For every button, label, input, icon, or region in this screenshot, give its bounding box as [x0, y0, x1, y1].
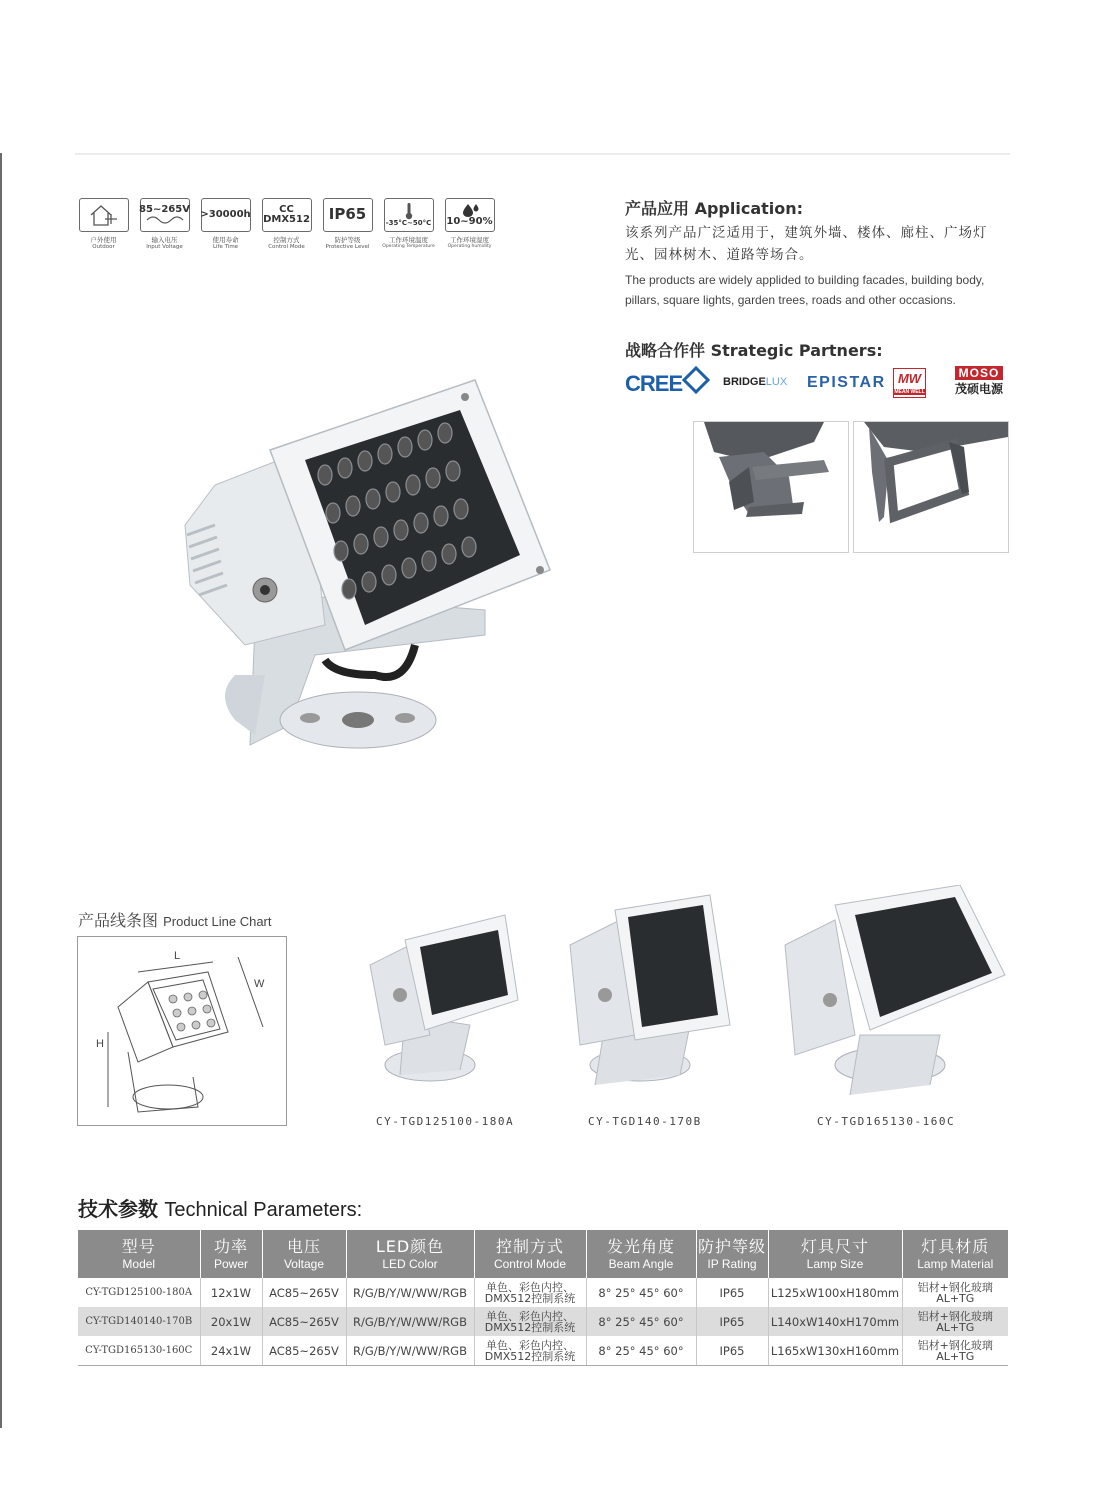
- feature-control: CC DMX512 控制方式 Control Mode: [260, 198, 313, 250]
- feature-voltage: 85~265V 输入电压 Input Voltage: [138, 198, 191, 250]
- led-lens: [382, 565, 396, 585]
- dimension-w-label: W: [254, 978, 265, 990]
- led-lens: [438, 423, 452, 443]
- led-lens: [374, 527, 388, 547]
- model-a-label: CY-TGD125100-180A: [376, 1115, 515, 1128]
- led-lens: [394, 520, 408, 540]
- page-edge-rule: [0, 153, 2, 1428]
- header-power: 功率 Power: [200, 1230, 262, 1278]
- bracket-detail-photo-1: [693, 421, 849, 553]
- model-b-label: CY-TGD140-170B: [588, 1115, 702, 1128]
- epistar-logo: EPISTAR: [807, 374, 886, 391]
- cree-logo: CREE: [625, 370, 706, 397]
- led-lens: [338, 458, 352, 478]
- led-lens: [442, 544, 456, 564]
- bracket-detail-photo-2: [853, 421, 1009, 553]
- control-icon: CC DMX512: [262, 198, 312, 232]
- partner-logos: [625, 366, 1010, 400]
- led-lens: [414, 513, 428, 533]
- header-beam-angle: 发光角度 Beam Angle: [586, 1230, 696, 1278]
- feature-humidity: 10~90% 工作环境湿度 Operating humidity: [443, 198, 496, 250]
- product-line-drawing: [77, 936, 287, 1126]
- led-lens: [418, 430, 432, 450]
- table-row: CY-TGD125100-180A 12x1W AC85~265V R/G/B/Y/W/WW/RGB 单色、彩色内控、 DMX512控制系统 8° 25° 45° 60° IP65 L125xW100xH180mm 铝材+钢化玻璃 AL+TG: [78, 1278, 1008, 1307]
- application-text-en: The products are widely applided to building facades, building body, pillars, square lights, garden trees, roads and other occasions.: [625, 273, 985, 307]
- header-control-mode: 控制方式 Control Mode: [474, 1230, 586, 1278]
- led-lens: [426, 468, 440, 488]
- led-lens: [358, 451, 372, 471]
- led-lens: [462, 537, 476, 557]
- led-lens: [334, 541, 348, 561]
- led-lens: [318, 465, 332, 485]
- moso-logo: MOSO 茂硕电源: [955, 366, 1004, 396]
- header-led-color: LED颜色 LED Color: [346, 1230, 474, 1278]
- table-header-row: [78, 1230, 1008, 1278]
- product-line-title: 产品线条图 Product Line Chart: [78, 911, 272, 930]
- led-lens: [402, 558, 416, 578]
- led-lens: [386, 482, 400, 502]
- led-lens: [434, 506, 448, 526]
- header-voltage: 电压 Voltage: [262, 1230, 346, 1278]
- model-b-image: [560, 885, 740, 1099]
- feature-outdoor: 户外使用 Outdoor: [77, 198, 130, 250]
- table-row: CY-TGD140140-170B 20x1W AC85~265V R/G/B/Y/W/WW/RGB 单色、彩色内控、 DMX512控制系统 8° 25° 45° 60° IP65 L140xW140xH170mm 铝材+钢化玻璃 AL+TG: [78, 1307, 1008, 1336]
- led-lens: [398, 437, 412, 457]
- led-lens: [378, 444, 392, 464]
- outdoor-house-icon: [79, 198, 129, 232]
- humidity-drop-icon: 10~90%: [445, 198, 495, 232]
- led-lens: [422, 551, 436, 571]
- led-lens: [342, 579, 356, 599]
- led-lens: [326, 503, 340, 523]
- header-ip-rating: 防护等级 IP Rating: [696, 1230, 768, 1278]
- led-lens: [354, 534, 368, 554]
- partners-title: 战略合作伴 Strategic Partners:: [625, 341, 883, 360]
- model-c-image: [780, 885, 1010, 1109]
- led-lens: [346, 496, 360, 516]
- feature-lifetime: >30000h 使用寿命 Life Time: [199, 198, 252, 250]
- led-lens: [454, 499, 468, 519]
- thermometer-icon: -35°C~50°C: [384, 198, 434, 232]
- led-lens: [446, 461, 460, 481]
- ip-rating-icon: IP65: [323, 198, 373, 232]
- feature-icons: [77, 198, 496, 250]
- feature-temperature: -35°C~50°C 工作环境温度 Operating Temperature: [382, 198, 435, 250]
- dimension-h-label: H: [96, 1038, 104, 1050]
- application-text-zh: 该系列产品广泛适用于，建筑外墙、楼体、廊柱、广场灯光、园林树木、道路等场合。: [625, 225, 988, 263]
- header-lamp-size: 灯具尺寸 Lamp Size: [768, 1230, 902, 1278]
- dimension-l-label: L: [174, 950, 181, 962]
- hero-product-image: [175, 375, 555, 770]
- led-lens: [366, 489, 380, 509]
- tech-params-table: [78, 1230, 1008, 1366]
- meanwell-logo: MW MEAN WELL: [893, 368, 926, 398]
- model-c-label: CY-TGD165130-160C: [817, 1115, 956, 1128]
- top-divider: [75, 153, 1010, 155]
- bridgelux-logo: BRIDGELUX: [723, 376, 788, 388]
- header-model: 型号 Model: [78, 1230, 200, 1278]
- header-lamp-material: 灯具材质 Lamp Material: [902, 1230, 1008, 1278]
- application-title: 产品应用 Application:: [625, 199, 804, 218]
- feature-ip: IP65 防护等级 Protective Level: [321, 198, 374, 250]
- voltage-wave-icon: 85~265V: [140, 198, 190, 232]
- lifetime-icon: >30000h: [201, 198, 251, 232]
- led-lens: [406, 475, 420, 495]
- table-row: CY-TGD165130-160C 24x1W AC85~265V R/G/B/Y/W/WW/RGB 单色、彩色内控、 DMX512控制系统 8° 25° 45° 60° IP65 L165xW130xH160mm 铝材+钢化玻璃 AL+TG: [78, 1336, 1008, 1366]
- model-a-image: [360, 885, 520, 1099]
- led-lens: [362, 572, 376, 592]
- tech-params-title: 技术参数 Technical Parameters:: [78, 1197, 363, 1221]
